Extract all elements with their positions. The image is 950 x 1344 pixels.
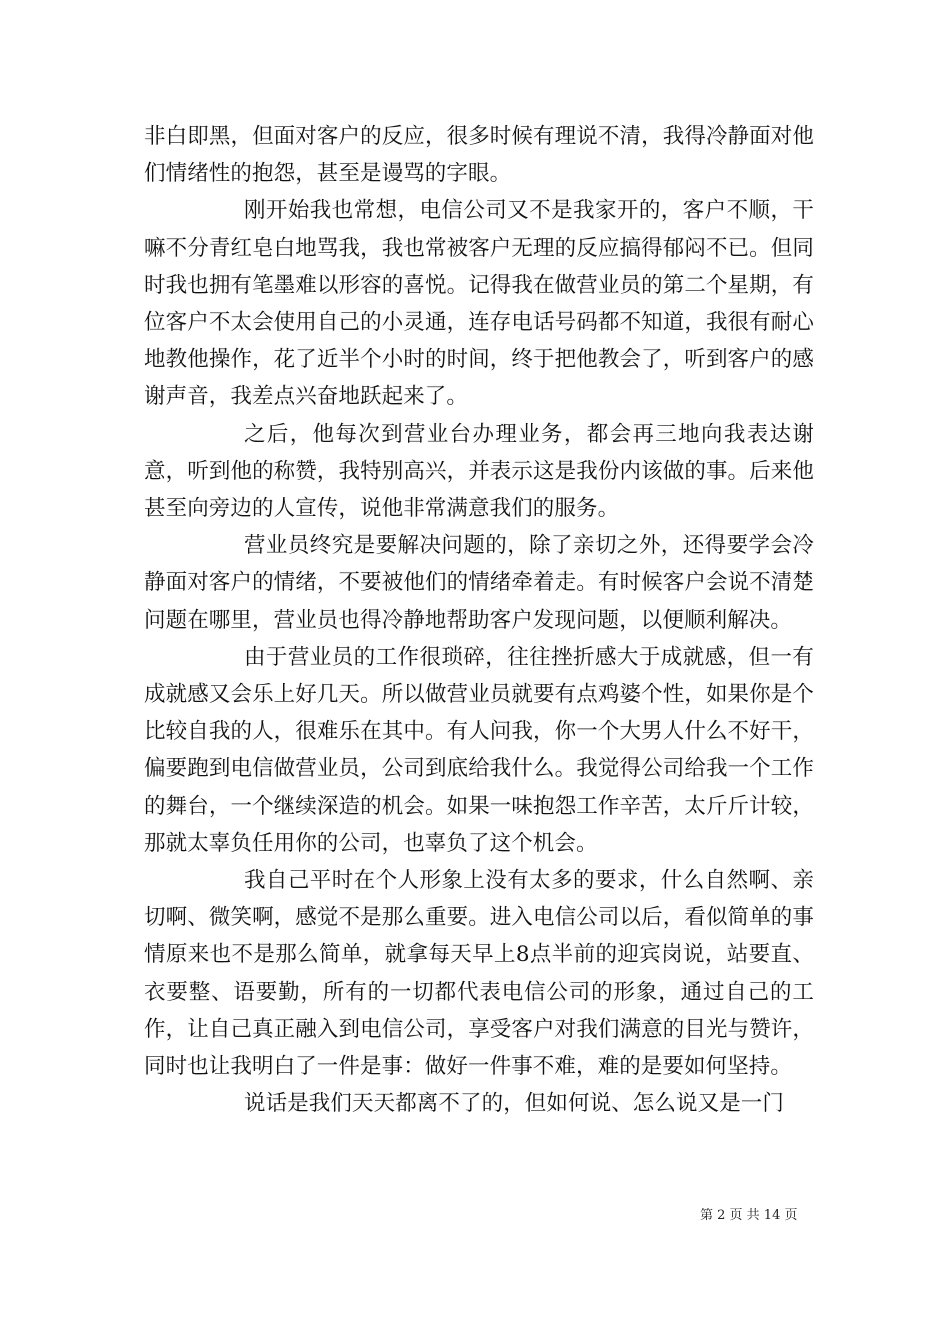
paragraph-2: 刚开始我也常想，电信公司又不是我家开的，客户不顺，干嘛不分青红皂白地骂我，我也常被客户无理的反应搞得郁闷不已。但同时我也拥有笔墨难以形容的喜悦。记得我在做营业员的第二个星期，有位客户不太会使用自己的小灵通，连存电话号码都不知道，我很有耐心地教他操作，花了近半个小时的时间，终于把他教会了，听到客户的感谢声音，我差点兴奋地跃起来了。 xyxy=(144,198,814,410)
paragraph-1: 非白即黑，但面对客户的反应，很多时候有理说不清，我得冷静面对他们情绪性的抱怨，甚至是谩骂的字眼。 xyxy=(144,124,814,187)
paragraph-7: 说话是我们天天都离不了的，但如何说、怎么说又是一门 xyxy=(244,1091,785,1117)
paragraph-3: 之后，他每次到营业台办理业务，都会再三地向我表达谢意，听到他的称赞，我特别高兴，并表示这是我份内该做的事。后来他甚至向旁边的人宣传，说他非常满意我们的服务。 xyxy=(144,421,814,522)
body-text xyxy=(144,118,814,1122)
paragraph-6: 我自己平时在个人形象上没有太多的要求，什么自然啊、亲切啊、微笑啊，感觉不是那么重要。进入电信公司以后，看似简单的事情原来也不是那么简单，就拿每天早上8点半前的迎宾岗说，站要直、衣要整、语要勤，所有的一切都代表电信公司的形象，通过自己的工作，让自己真正融入到电信公司，享受客户对我们满意的目光与赞许，同时也让我明白了一件是事：做好一件事不难，难的是要如何坚持。 xyxy=(144,868,814,1080)
page-number-footer: 第 2 页 共 14 页 xyxy=(700,1208,798,1223)
paragraph-5: 由于营业员的工作很琐碎，往往挫折感大于成就感，但一有成就感又会乐上好几天。所以做营业员就要有点鸡婆个性，如果你是个比较自我的人，很难乐在其中。有人问我，你一个大男人什么不好干，偏要跑到电信做营业员，公司到底给我什么。我觉得公司给我一个工作的舞台，一个继续深造的机会。如果一味抱怨工作辛苦，太斤斤计较，那就太辜负任用你的公司，也辜负了这个机会。 xyxy=(144,644,814,856)
paragraph-4: 营业员终究是要解决问题的，除了亲切之外，还得要学会冷静面对客户的情绪，不要被他们的情绪牵着走。有时候客户会说不清楚问题在哪里，营业员也得冷静地帮助客户发现问题，以便顺利解决。 xyxy=(144,533,814,633)
